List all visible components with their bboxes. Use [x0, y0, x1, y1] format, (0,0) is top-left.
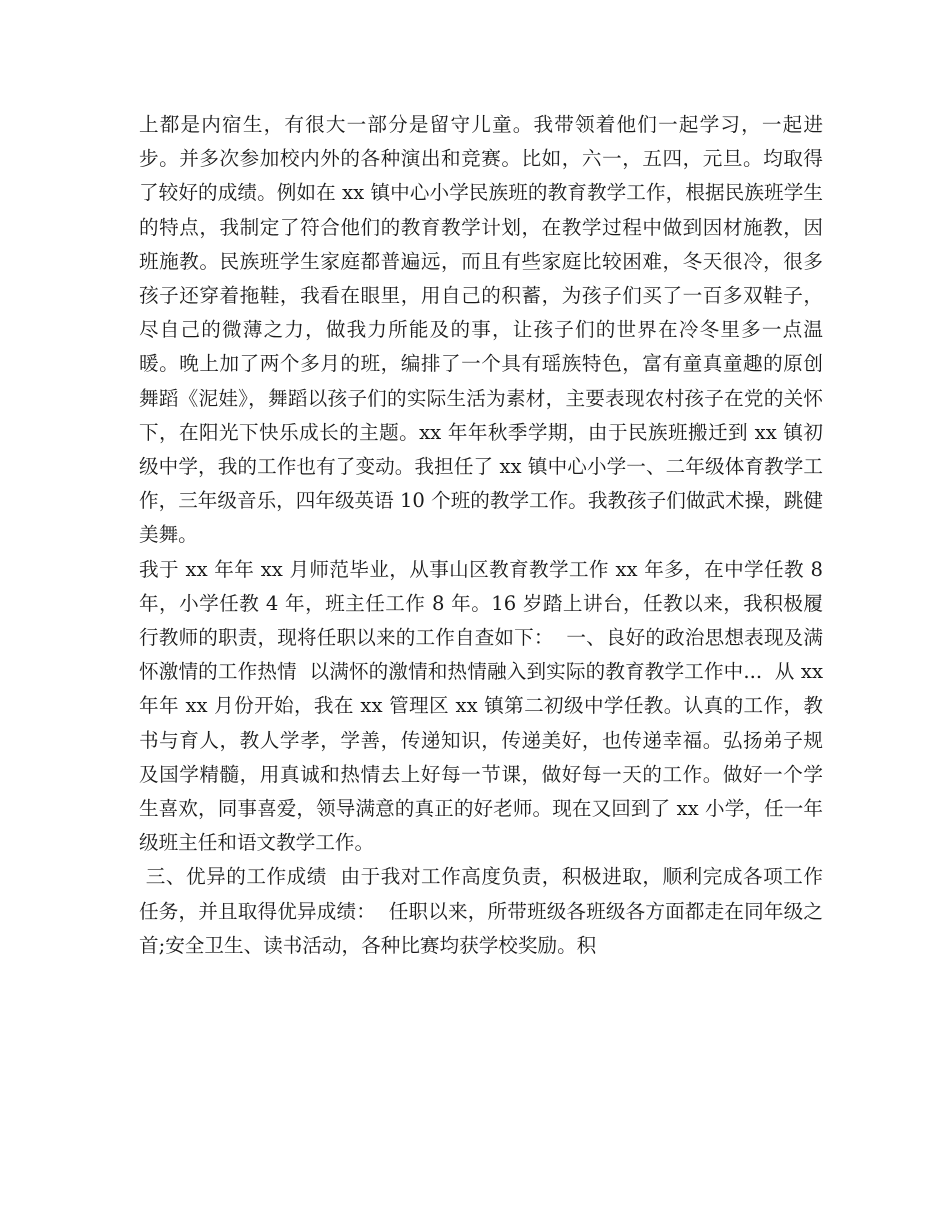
document-body — [139, 108, 830, 963]
paragraph-2: 我于 xx 年年 xx 月师范毕业，从事山区教育教学工作 xx 年多，在中学任教 8 年，小学任教 4 年，班主任工作 8 年。16 岁踏上讲台，任教以来，我积极履行教师的职责，现将任职以来的工作自查如下： 一、良好的政治思想表现及满怀激情的工作热情 以满怀的激情和热情融入到实际的教育教学工作中... 从 xx 年年 xx 月份开始，我在 xx 管理区 xx 镇第二初级中学任教。认真的工作，教书与育人，教人学孝，学善，传递知识，传递美好，也传递幸福。弘扬弟子规及国学精髓，用真诚和热情去上好每一节课，做好每一天的工作。做好一个学生喜欢，同事喜爱，领导满意的真正的好老师。现在又回到了 xx 小学，任一年级班主任和语文教学工作。 — [139, 557, 830, 855]
paragraph-1: 上都是内宿生，有很大一部分是留守儿童。我带领着他们一起学习，一起进步。并多次参加校内外的各种演出和竞赛。比如，六一，五四，元旦。均取得了较好的成绩。例如在 xx 镇中心小学民族班的教育教学工作，根据民族班学生的特点，我制定了符合他们的教育教学计划，在教学过程中做到因材施教，因班施教。民族班学生家庭都普遍远，而且有些家庭比较困难，冬天很冷，很多孩子还穿着拖鞋，我看在眼里，用自己的积蓄，为孩子们买了一百多双鞋子，尽自己的微薄之力，做我力所能及的事，让孩子们的世界在冷冬里多一点温暖。晚上加了两个多月的班，编排了一个具有瑶族特色，富有童真童趣的原创舞蹈《泥娃》，舞蹈以孩子们的实际生活为素材，主要表现农村孩子在党的关怀下，在阳光下快乐成长的主题。xx 年年秋季学期，由于民族班搬迁到 xx 镇初级中学，我的工作也有了变动。我担任了 xx 镇中心小学一、二年级体育教学工作，三年级音乐，四年级英语 10 个班的教学工作。我教孩子们做武术操，跳健美舞。 — [139, 113, 823, 547]
paragraph-3: 三、优异的工作成绩 由于我对工作高度负责，积极进取，顺利完成各项工作任务，并且取得优异成绩： 任职以来，所带班级各班级各方面都走在同年级之首;安全卫生、读书活动，各种比赛均获学校奖励。积 — [139, 865, 823, 957]
